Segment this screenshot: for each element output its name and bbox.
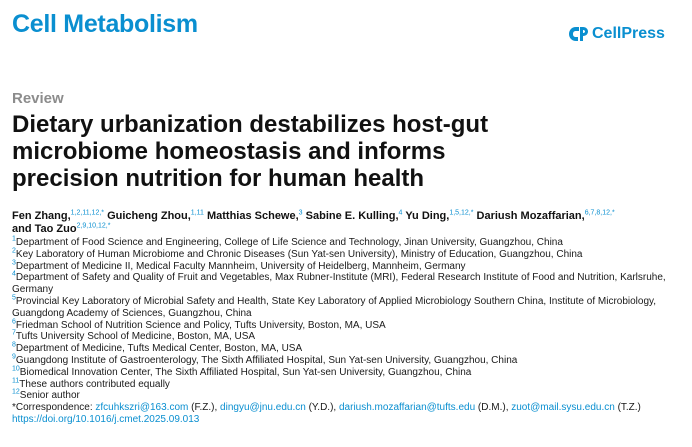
email-initials: (T.Z.) bbox=[617, 402, 641, 414]
affiliation-number: 5 bbox=[12, 294, 16, 302]
affiliation-text: Guangdong Institute of Gastroenterology, The Sixth Affiliated Hospital, Sun Yat-sen University, Guangzhou, China bbox=[15, 354, 518, 366]
affiliation bbox=[12, 379, 684, 391]
author[interactable] bbox=[12, 210, 104, 222]
affiliation bbox=[12, 296, 684, 320]
affiliation bbox=[12, 390, 684, 402]
author-list bbox=[12, 210, 682, 236]
affiliation-text: Key Laboratory of Human Microbiome and Chronic Diseases (Sun Yat-sen University), Ministry of Education, Guangzhou, China bbox=[15, 248, 583, 260]
author-affiliation-marks: 1,11 bbox=[190, 209, 204, 217]
author-name: Matthias Schewe, bbox=[206, 210, 299, 222]
author-affiliation-marks: 2,9,10,12,* bbox=[76, 222, 111, 230]
author-name: and Tao Zuo bbox=[12, 223, 77, 235]
affiliation-list bbox=[12, 237, 684, 426]
author[interactable] bbox=[12, 223, 110, 235]
article-title bbox=[12, 111, 652, 192]
correspondence bbox=[12, 402, 684, 414]
affiliation-text: Provincial Key Laboratory of Microbial Safety and Health, State Key Laboratory of Applied Microbiology Southern China, Institute of Microbiology, Guangdong Academy of Sciences, Guangzhou, China bbox=[12, 295, 657, 319]
email-initials: (D.M.), bbox=[477, 402, 509, 414]
author-affiliation-marks: 4 bbox=[398, 209, 403, 217]
email-initials: (F.Z.), bbox=[191, 402, 218, 414]
email-initials: (Y.D.), bbox=[308, 402, 337, 414]
author-affiliation-marks: 1,2,11,12,* bbox=[70, 209, 105, 217]
author[interactable] bbox=[477, 210, 615, 222]
author[interactable] bbox=[207, 210, 303, 222]
affiliation bbox=[12, 320, 684, 332]
affiliation-number: 3 bbox=[12, 259, 16, 267]
author-name: Guicheng Zhou, bbox=[107, 210, 191, 222]
author-affiliation-marks: 6,7,8,12,* bbox=[584, 209, 615, 217]
affiliation-number: 9 bbox=[12, 353, 16, 361]
author-name: Sabine E. Kulling, bbox=[305, 210, 399, 222]
journal-name: Cell Metabolism bbox=[12, 10, 198, 38]
article-type: Review bbox=[12, 90, 64, 107]
author[interactable] bbox=[107, 210, 204, 222]
email-link[interactable]: dingyu@jnu.edu.cn bbox=[220, 402, 306, 414]
affiliation-text: Tufts University School of Medicine, Boston, MA, USA bbox=[15, 331, 256, 343]
affiliation-number: 6 bbox=[12, 318, 16, 326]
doi-link[interactable]: https://doi.org/10.1016/j.cmet.2025.09.013 bbox=[12, 413, 200, 425]
email-link[interactable]: dariush.mozaffarian@tufts.edu bbox=[338, 402, 476, 414]
affiliation-number: 10 bbox=[12, 365, 20, 373]
author-name: Yu Ding, bbox=[405, 210, 450, 222]
affiliation-number: 7 bbox=[12, 330, 16, 338]
affiliation-text: Friedman School of Nutrition Science and Policy, Tufts University, Boston, MA, USA bbox=[15, 319, 386, 331]
author-affiliation-marks: 3 bbox=[298, 209, 303, 217]
author-name: Fen Zhang, bbox=[12, 210, 71, 222]
affiliation-number: 1 bbox=[12, 235, 16, 243]
title-line: microbiome homeostasis and informs bbox=[12, 138, 446, 165]
correspondence-label: *Correspondence: bbox=[12, 402, 93, 414]
affiliation bbox=[12, 261, 684, 273]
affiliation bbox=[12, 331, 684, 343]
affiliation-text: Department of Medicine II, Medical Faculty Mannheim, University of Heidelberg, Mannheim, Germany bbox=[15, 260, 466, 272]
email-link[interactable]: zfcuhkszri@163.com bbox=[95, 402, 189, 414]
affiliation-number: 2 bbox=[12, 247, 16, 255]
title-line: precision nutrition for human health bbox=[12, 165, 425, 192]
affiliation-text: Department of Food Science and Engineering, College of Life Science and Technology, Jinan University, Guangzhou, China bbox=[15, 237, 563, 248]
affiliation-number: 12 bbox=[12, 389, 20, 397]
affiliation-text: Senior author bbox=[19, 390, 80, 402]
affiliation bbox=[12, 237, 684, 249]
title-line: Dietary urbanization destabilizes host-gut bbox=[12, 111, 489, 138]
affiliation-number: 4 bbox=[12, 271, 16, 279]
affiliation-number: 11 bbox=[12, 377, 20, 385]
publisher-name: CellPress bbox=[592, 25, 665, 42]
affiliation-text: Department of Safety and Quality of Fruit and Vegetables, Max Rubner-Institute (MRI), Federal Research Institute of Food and Nutrition, Karlsruhe, Germany bbox=[12, 272, 666, 296]
affiliation-text: Biomedical Innovation Center, The Sixth Affiliated Hospital, Sun Yat-sen University, Guangzhou, China bbox=[19, 366, 472, 378]
affiliation bbox=[12, 367, 684, 379]
email-link[interactable]: zuot@mail.sysu.edu.cn bbox=[511, 402, 615, 414]
affiliation bbox=[12, 355, 684, 367]
affiliation-number: 8 bbox=[12, 341, 16, 349]
affiliation-text: These authors contributed equally bbox=[19, 378, 170, 390]
affiliation-text: Department of Medicine, Tufts Medical Center, Boston, MA, USA bbox=[15, 343, 303, 355]
affiliation bbox=[12, 343, 684, 355]
author[interactable] bbox=[306, 210, 403, 222]
author-name: Dariush Mozaffarian, bbox=[476, 210, 585, 222]
cellpress-logo-icon bbox=[567, 24, 589, 44]
affiliation bbox=[12, 249, 684, 261]
author[interactable] bbox=[405, 210, 473, 222]
affiliation bbox=[12, 272, 684, 296]
publisher-logo[interactable] bbox=[567, 24, 665, 44]
author-affiliation-marks: 1,5,12,* bbox=[449, 209, 474, 217]
